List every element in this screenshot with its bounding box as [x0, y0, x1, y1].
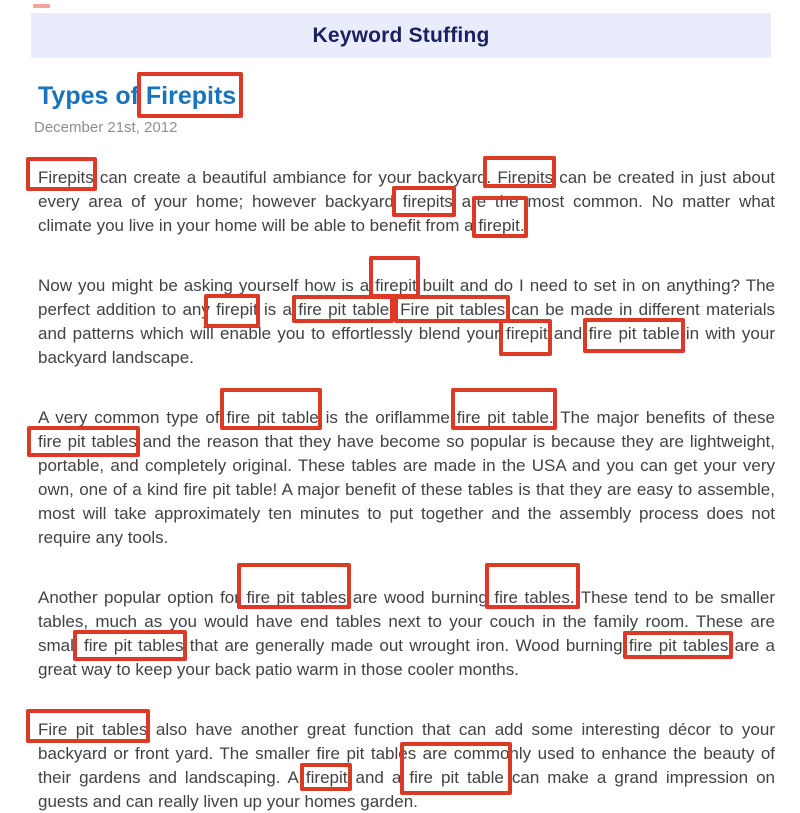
post-title	[38, 82, 236, 111]
keyword-highlight	[146, 82, 236, 110]
keyword-highlight: fire pit tables	[246, 588, 346, 607]
keyword-box	[499, 319, 552, 356]
post-date: December 21st, 2012	[34, 119, 178, 136]
paragraph: Now you might be asking yourself how is a firepit built and do I need to set in on anything? The perfect addition to any firepit is a fire pit table. Fire pit tables can be made in different materials and patterns which will enable you to effortlessly blend your firepit and fire pit table in with your backyard landscape.	[38, 274, 775, 370]
keyword-highlight: fire pit table	[298, 300, 389, 319]
keyword-highlight: fire tables.	[494, 588, 574, 607]
keyword-highlight: fire pit tables	[629, 636, 729, 655]
paragraph: A very common type of fire pit table is the oriflamme fire pit table. The major benefits of these fire pit tables and the reason that they have become so popular is because they are lightweight, portable, and completely original. These tables are made in the USA and you can get your very own, one of a kind fire pit table! A major benefit of these tables is that they are easy to assemble, most will take approximately ten minutes to put together and the assembly process does not require any tools.	[38, 406, 775, 550]
keyword-box	[237, 563, 351, 609]
keyword-box	[204, 294, 260, 328]
keyword-highlight: firepit	[306, 768, 348, 787]
post-title-keyword: Firepits	[145, 82, 237, 110]
paragraph: Firepits can create a beautiful ambiance for your backyard. Firepits can be created in just about every area of your home; however backyard firepits are the most common. No matter what climate you live in your home will be able to benefit from a firepit.	[38, 166, 775, 238]
keyword-highlight: firepit	[216, 300, 258, 319]
keyword-highlight: fire pit table	[409, 768, 503, 787]
keyword-box	[485, 563, 579, 609]
post-body	[38, 166, 775, 813]
paragraph: Another popular option for fire pit tables are wood burning fire tables. These tend to be smaller tables, much as you would have end tables next to your couch in the family room. These are small fire pit tables that are generally made out wrought iron. Wood burning fire pit tables are a great way to keep your back patio warm in those cooler months.	[38, 586, 775, 682]
keyword-box	[26, 157, 97, 191]
banner	[31, 13, 771, 58]
keyword-highlight: fire pit table	[589, 324, 680, 343]
keyword-highlight: firepits	[403, 192, 453, 211]
keyword-highlight: firepit.	[478, 216, 524, 235]
keyword-box	[27, 426, 140, 457]
keyword-box	[394, 295, 510, 323]
keyword-highlight: Firepits	[497, 168, 553, 187]
paragraph: Fire pit tables also have another great function that can add some interesting décor to your backyard or front yard. The smaller fire pit tables are commonly used to enhance the beauty of their gardens and landscaping. A firepit and a fire pit table can make a grand impression on guests and can really liven up your homes garden.	[38, 718, 775, 813]
keyword-box	[583, 318, 685, 353]
keyword-box	[472, 196, 527, 238]
keyword-highlight: fire pit table.	[457, 408, 554, 427]
banner-title: Keyword Stuffing	[312, 23, 490, 47]
keyword-highlight: fire pit table	[226, 408, 318, 427]
keyword-box	[483, 156, 556, 188]
keyword-box	[369, 256, 420, 298]
keyword-box	[400, 742, 511, 795]
keyword-box	[26, 709, 150, 743]
keyword-box	[220, 388, 321, 430]
post-title-prefix: Types of	[38, 82, 146, 110]
keyword-highlight: Fire pit tables	[400, 300, 505, 319]
red-dash-artifact	[33, 4, 50, 8]
keyword-highlight: Fire pit tables	[38, 720, 147, 739]
keyword-box	[623, 631, 734, 659]
keyword-highlight: fire pit tables	[38, 432, 137, 451]
keyword-highlight: Firepits	[38, 168, 94, 187]
keyword-box	[292, 295, 394, 323]
keyword-box	[73, 630, 187, 661]
keyword-box	[451, 388, 557, 430]
keyword-highlight: fire pit tables	[84, 636, 184, 655]
keyword-box	[300, 763, 353, 791]
keyword-highlight: firepit	[506, 324, 548, 343]
keyword-highlight: firepit	[375, 276, 417, 295]
keyword-box	[392, 186, 456, 217]
